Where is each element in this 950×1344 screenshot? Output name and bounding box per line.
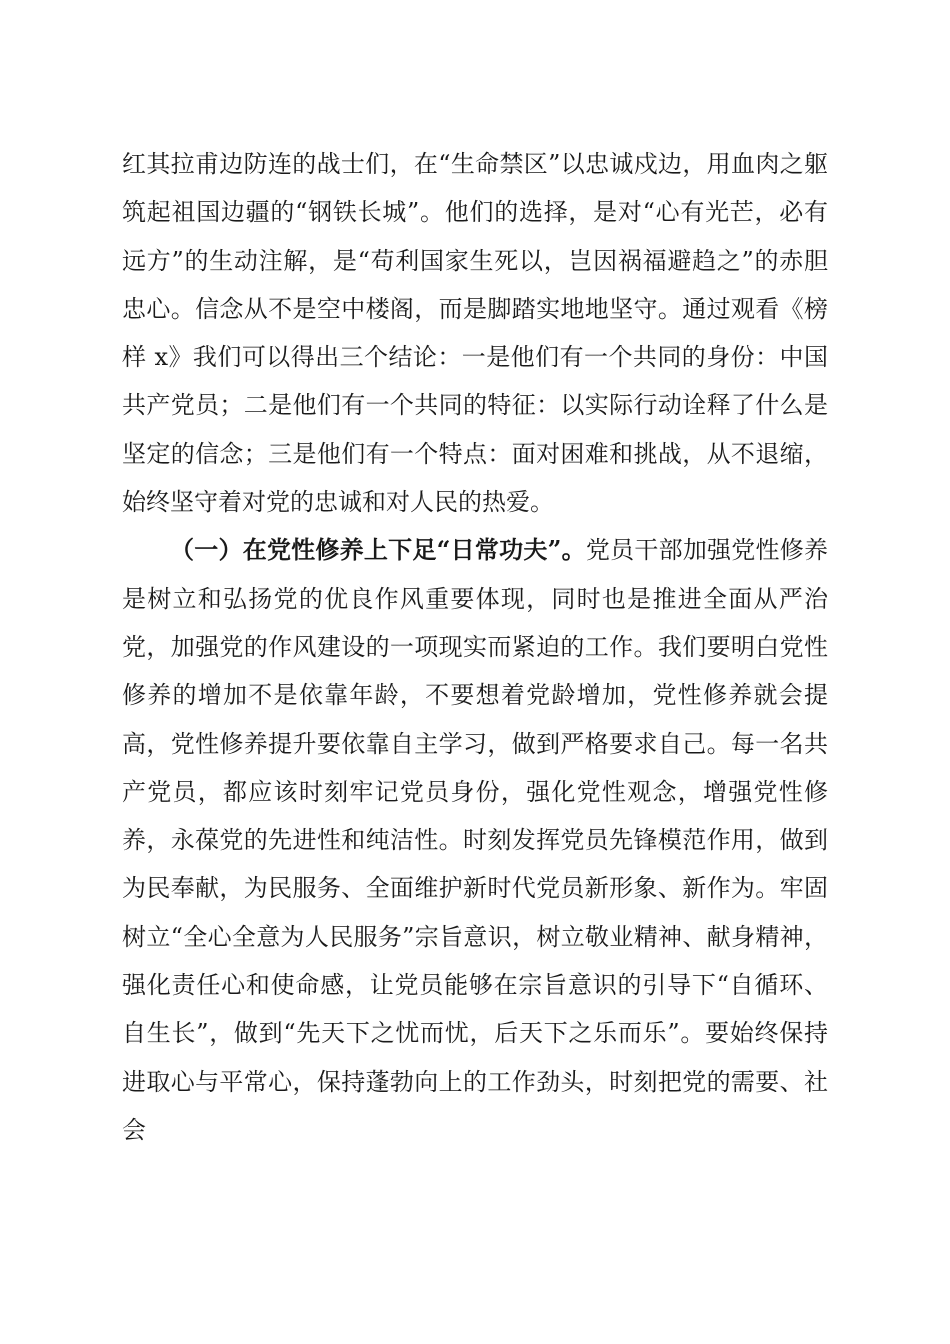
paragraph-party-cultivation xyxy=(122,526,828,1154)
section-body: 党员干部加强党性修养是树立和弘扬党的优良作风重要体现，同时也是推进全面从严治党，加强党的作风建设的一项现实而紧迫的工作。我们要明白党性修养的增加不是依靠年龄，不要想着党龄增加，党性修养就会提高，党性修养提升要依靠自主学习，做到严格要求自己。每一名共产党员，都应该时刻牢记党员身份，强化党性观念，增强党性修养，永葆党的先进性和纯洁性。时刻发挥党员先锋模范作用，做到为民奉献，为民服务、全面维护新时代党员新形象、新作为。牢固树立“全心全意为人民服务”宗旨意识，树立敬业精神、献身精神，强化责任心和使命感，让党员能够在宗旨意识的引导下“自循环、自生长”，做到“先天下之忧而忧，后天下之乐而乐”。要始终保持进取心与平常心，保持蓬勃向上的工作劲头，时刻把党的需要、社会 xyxy=(122,536,829,1144)
section-heading: （一）在党性修养上下足“日常功夫”。 xyxy=(170,535,586,565)
document-body xyxy=(122,140,828,1154)
paragraph-role-models: 红其拉甫边防连的战士们，在“生命禁区”以忠诚戍边，用血肉之躯筑起祖国边疆的“钢铁长城”。他们的选择，是对“心有光芒，必有远方”的生动注解，是“苟利国家生死以，岂因祸福避趋之”的赤胆忠心。信念从不是空中楼阁，而是脚踏实地地坚守。通过观看《榜样 x》我们可以得出三个结论：一是他们有一个共同的身份：中国共产党员；二是他们有一个共同的特征：以实际行动诠释了什么是坚定的信念；三是他们有一个特点：面对困难和挑战，从不退缩，始终坚守着对党的忠诚和对人民的热爱。 xyxy=(122,150,828,517)
